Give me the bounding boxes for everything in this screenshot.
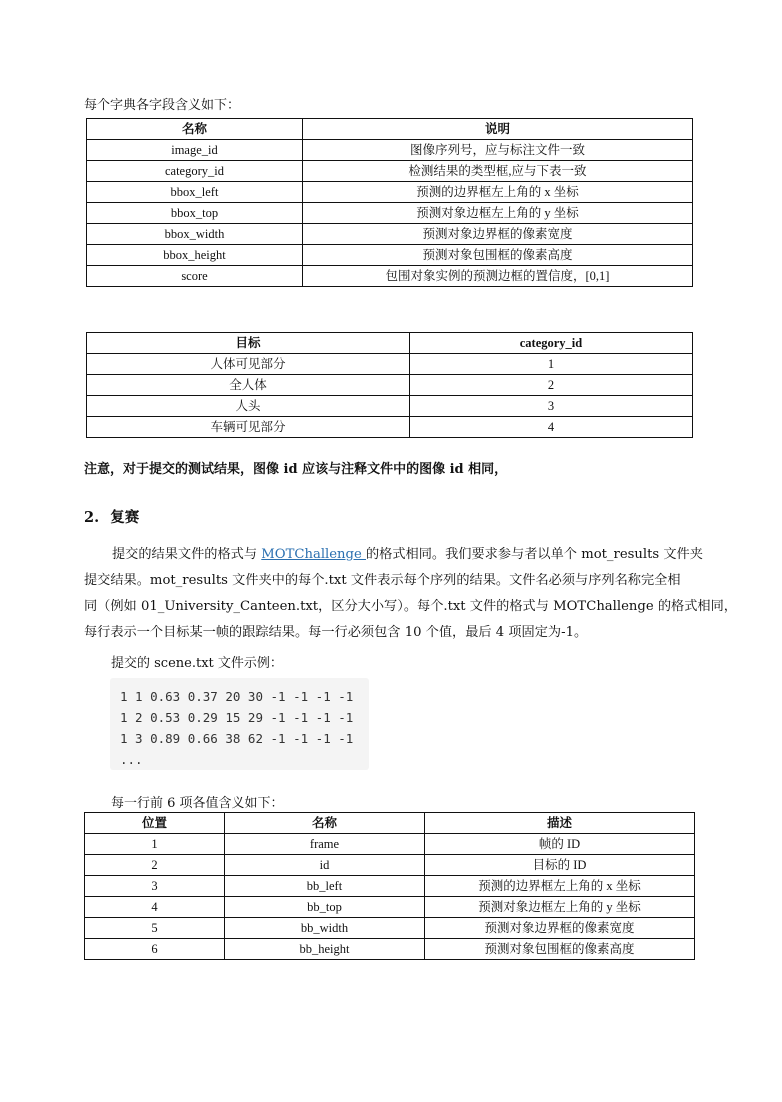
code-line: 1 1 0.63 0.37 20 30 -1 -1 -1 -1 — [120, 689, 354, 704]
field-name-cell: bbox_width — [87, 224, 303, 245]
field-name-cell: image_id — [87, 140, 303, 161]
position-cell: 1 — [85, 834, 225, 855]
field-name-cell: score — [87, 266, 303, 287]
table-row — [85, 855, 695, 876]
table-row — [87, 354, 693, 375]
description-cell: 预测对象边框左上角的 y 坐标 — [425, 897, 695, 918]
target-cell: 人体可见部分 — [87, 354, 410, 375]
category-id-cell: 1 — [410, 354, 693, 375]
field-name-cell: category_id — [87, 161, 303, 182]
field-name-cell: bbox_left — [87, 182, 303, 203]
example-label: 提交的 scene.txt 文件示例： — [111, 656, 283, 671]
table-row — [85, 939, 695, 960]
table-row — [87, 266, 693, 287]
table-header-row — [85, 813, 695, 834]
table-row — [85, 834, 695, 855]
description-cell: 预测对象包围框的像素高度 — [425, 939, 695, 960]
table-row — [87, 224, 693, 245]
description-cell: 帧的 ID — [425, 834, 695, 855]
name-cell: bb_top — [225, 897, 425, 918]
position-cell: 4 — [85, 897, 225, 918]
column-header-description: 说明 — [303, 119, 693, 140]
table3-label: 每一行前 6 项各值含义如下： — [111, 796, 284, 811]
category-id-cell: 3 — [410, 396, 693, 417]
field-definition-table — [86, 118, 693, 287]
field-description-cell: 预测对象包围框的像素高度 — [303, 245, 693, 266]
column-header-position: 位置 — [85, 813, 225, 834]
code-example-block — [110, 678, 369, 770]
field-name-cell: bbox_height — [87, 245, 303, 266]
table-row — [87, 182, 693, 203]
paragraph-text: 的格式相同。我们要求参与者以单个 mot_results 文件夹 — [366, 547, 703, 562]
column-header-name: 名称 — [225, 813, 425, 834]
table-row — [87, 140, 693, 161]
paragraph-text: 提交的结果文件的格式与 — [112, 547, 262, 562]
table-row — [85, 876, 695, 897]
mot-format-table — [84, 812, 695, 960]
target-cell: 人头 — [87, 396, 410, 417]
paragraph-text: 同（例如 01_University_Canteen.txt，区分大小写）。每个.txt 文件的格式与 MOTChallenge 的格式相同， — [84, 599, 737, 614]
results-format-paragraph — [84, 542, 737, 646]
table-header-row — [87, 119, 693, 140]
field-description-cell: 图像序列号，应与标注文件一致 — [303, 140, 693, 161]
position-cell: 2 — [85, 855, 225, 876]
table-row — [85, 897, 695, 918]
name-cell: bb_left — [225, 876, 425, 897]
description-cell: 预测的边界框左上角的 x 坐标 — [425, 876, 695, 897]
column-header-target: 目标 — [87, 333, 410, 354]
intro-text: 每个字典各字段含义如下： — [84, 98, 241, 113]
position-cell: 5 — [85, 918, 225, 939]
field-description-cell: 预测的边界框左上角的 x 坐标 — [303, 182, 693, 203]
table-row — [87, 417, 693, 438]
table-row — [87, 161, 693, 182]
target-cell: 车辆可见部分 — [87, 417, 410, 438]
table-row — [87, 245, 693, 266]
column-header-name: 名称 — [87, 119, 303, 140]
field-description-cell: 检测结果的类型框,应与下表一致 — [303, 161, 693, 182]
table-row — [87, 375, 693, 396]
category-id-cell: 4 — [410, 417, 693, 438]
field-description-cell: 包围对象实例的预测边框的置信度，[0,1] — [303, 266, 693, 287]
section-title: 复赛 — [110, 509, 140, 526]
name-cell: bb_width — [225, 918, 425, 939]
category-table — [86, 332, 693, 438]
field-description-cell: 预测对象边框左上角的 y 坐标 — [303, 203, 693, 224]
target-cell: 全人体 — [87, 375, 410, 396]
paragraph-text: 提交结果。mot_results 文件夹中的每个.txt 文件表示每个序列的结果。文件名必须与序列名称完全相 — [84, 573, 681, 588]
name-cell: frame — [225, 834, 425, 855]
code-line: 1 2 0.53 0.29 15 29 -1 -1 -1 -1 — [120, 710, 354, 725]
name-cell: id — [225, 855, 425, 876]
description-cell: 目标的 ID — [425, 855, 695, 876]
position-cell: 6 — [85, 939, 225, 960]
column-header-category-id: category_id — [410, 333, 693, 354]
motchallenge-link[interactable]: MOTChallenge — [261, 547, 366, 562]
table-row — [87, 396, 693, 417]
paragraph-text: 每行表示一个目标某一帧的跟踪结果。每一行必须包含 10 个值，最后 4 项固定为-1。 — [84, 625, 588, 640]
table-row — [87, 203, 693, 224]
note-text: 注意，对于提交的测试结果，图像 id 应该与注释文件中的图像 id 相同， — [84, 462, 508, 477]
table-header-row — [87, 333, 693, 354]
table-row — [85, 918, 695, 939]
field-description-cell: 预测对象边界框的像素宽度 — [303, 224, 693, 245]
field-name-cell: bbox_top — [87, 203, 303, 224]
column-header-description: 描述 — [425, 813, 695, 834]
code-line: 1 3 0.89 0.66 38 62 -1 -1 -1 -1 — [120, 731, 354, 746]
position-cell: 3 — [85, 876, 225, 897]
section-heading — [84, 506, 139, 527]
description-cell: 预测对象边界框的像素宽度 — [425, 918, 695, 939]
section-number: 2. — [84, 509, 100, 526]
code-line: ... — [120, 752, 143, 767]
name-cell: bb_height — [225, 939, 425, 960]
category-id-cell: 2 — [410, 375, 693, 396]
